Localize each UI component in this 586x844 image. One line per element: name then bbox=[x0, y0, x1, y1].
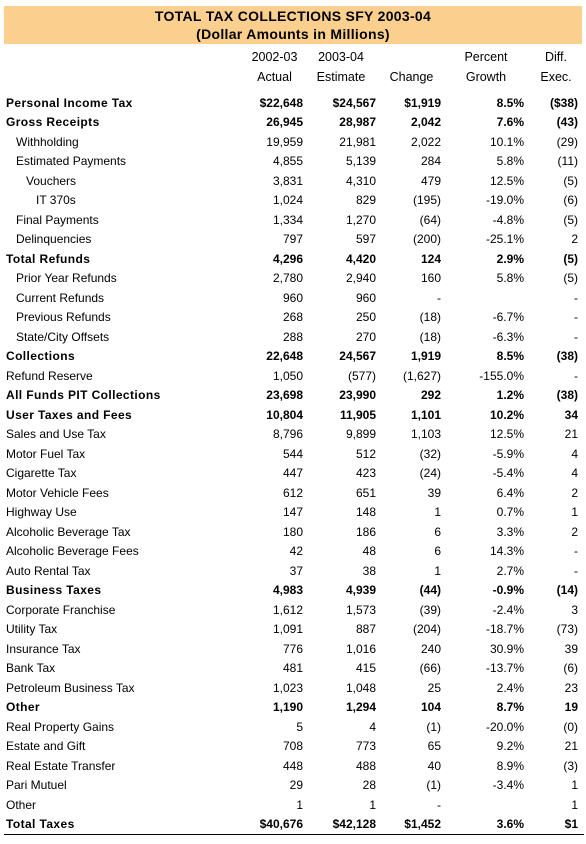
estimate-2003-04-cell: 597 bbox=[355, 232, 376, 247]
change-cell: - bbox=[437, 797, 441, 812]
estimate-2003-04-cell: 1 bbox=[369, 797, 376, 812]
row-label: Gross Receipts bbox=[6, 115, 100, 130]
change-cell: 1,101 bbox=[410, 407, 441, 422]
row-label: Delinquencies bbox=[16, 232, 92, 247]
table-row bbox=[4, 581, 584, 601]
percent-growth-cell: -6.3% bbox=[492, 329, 524, 344]
diff-exec-cell: 23 bbox=[564, 680, 578, 695]
row-label: Estimated Payments bbox=[16, 154, 127, 169]
table-row bbox=[4, 561, 584, 581]
change-cell: 124 bbox=[420, 251, 441, 266]
row-label: Corporate Franchise bbox=[6, 602, 116, 617]
actual-2002-03-cell: $40,676 bbox=[246, 815, 303, 835]
actual-2002-03-cell: 960 bbox=[282, 290, 303, 305]
header-cell bbox=[379, 45, 444, 64]
table-row bbox=[4, 659, 584, 679]
estimate-2003-04-cell: 423 bbox=[355, 466, 376, 481]
row-label: Vouchers bbox=[26, 173, 77, 188]
table-row bbox=[4, 795, 584, 815]
row-label: State/City Offsets bbox=[16, 329, 110, 344]
table-row bbox=[4, 249, 584, 269]
table-body bbox=[4, 93, 584, 835]
diff-exec-cell: 1 bbox=[571, 505, 578, 520]
row-label: Motor Vehicle Fees bbox=[6, 485, 109, 500]
change-cell: (66) bbox=[419, 661, 441, 676]
table-row bbox=[4, 444, 584, 464]
header-row-2 bbox=[4, 64, 584, 84]
row-label: Withholding bbox=[16, 134, 79, 149]
percent-growth-cell: 3.3% bbox=[496, 524, 524, 539]
percent-growth-cell: -13.7% bbox=[485, 661, 524, 676]
estimate-2003-04-cell: 2,940 bbox=[345, 271, 376, 286]
row-label: Estate and Gift bbox=[6, 739, 86, 754]
estimate-2003-04-cell: 186 bbox=[355, 524, 376, 539]
percent-growth-cell: -155.0% bbox=[479, 368, 524, 383]
percent-growth-cell: 0.7% bbox=[496, 505, 524, 520]
table-row bbox=[4, 639, 584, 659]
estimate-2003-04-cell: 4,310 bbox=[345, 173, 376, 188]
diff-exec-cell: 1 bbox=[571, 778, 578, 793]
actual-2002-03-cell: 447 bbox=[282, 466, 303, 481]
actual-2002-03-cell: 180 bbox=[282, 524, 303, 539]
table-row bbox=[4, 347, 584, 367]
percent-growth-cell: 6.4% bbox=[496, 485, 524, 500]
row-label: Previous Refunds bbox=[16, 310, 111, 325]
diff-exec-cell: (6) bbox=[563, 193, 578, 208]
diff-exec-cell: 2 bbox=[571, 485, 578, 500]
diff-exec-cell: 3 bbox=[571, 602, 578, 617]
percent-growth-cell: -18.7% bbox=[485, 622, 524, 637]
table-row bbox=[4, 522, 584, 542]
diff-exec-cell: $1 bbox=[528, 815, 584, 835]
percent-growth-cell: 8.5% bbox=[496, 95, 524, 110]
diff-exec-cell: (3) bbox=[563, 758, 578, 773]
estimate-2003-04-cell: 23,990 bbox=[339, 388, 376, 403]
diff-exec-cell: (38) bbox=[556, 349, 578, 364]
percent-growth-cell: 30.9% bbox=[489, 641, 524, 656]
actual-2002-03-cell: 708 bbox=[282, 739, 303, 754]
diff-exec-cell: (5) bbox=[563, 173, 578, 188]
row-label: Utility Tax bbox=[6, 622, 58, 637]
actual-2002-03-cell: 4,983 bbox=[272, 583, 303, 598]
row-label: Other bbox=[6, 700, 41, 715]
diff-exec-cell: 2 bbox=[571, 232, 578, 247]
actual-2002-03-cell: 288 bbox=[282, 329, 303, 344]
tax-collections-table bbox=[4, 45, 584, 835]
percent-growth-cell: -20.0% bbox=[485, 719, 524, 734]
estimate-2003-04-cell: 24,567 bbox=[339, 349, 376, 364]
percent-growth-cell: 8.9% bbox=[496, 758, 524, 773]
row-label: Real Estate Transfer bbox=[6, 758, 116, 773]
change-cell: (195) bbox=[412, 193, 441, 208]
header-spacer bbox=[4, 84, 584, 93]
diff-exec-cell: - bbox=[574, 563, 578, 578]
estimate-2003-04-cell: 9,899 bbox=[345, 427, 376, 442]
table-row bbox=[4, 308, 584, 328]
diff-exec-cell: - bbox=[574, 368, 578, 383]
percent-growth-cell: 12.5% bbox=[489, 427, 524, 442]
change-cell: $1,452 bbox=[379, 815, 444, 835]
actual-2002-03-cell: 1,091 bbox=[272, 622, 303, 637]
row-label: User Taxes and Fees bbox=[6, 407, 133, 422]
table-title: TOTAL TAX COLLECTIONS SFY 2003-04 bbox=[154, 8, 432, 24]
diff-exec-cell: 19 bbox=[564, 700, 578, 715]
table-row bbox=[4, 717, 584, 737]
actual-2002-03-cell: 1 bbox=[296, 797, 303, 812]
estimate-2003-04-cell: (577) bbox=[347, 368, 376, 383]
diff-exec-cell: (6) bbox=[563, 661, 578, 676]
diff-exec-cell: 21 bbox=[564, 739, 578, 754]
actual-2002-03-cell: 29 bbox=[289, 778, 303, 793]
change-cell: 1,103 bbox=[410, 427, 441, 442]
diff-exec-cell: (5) bbox=[563, 271, 578, 286]
diff-exec-cell: (38) bbox=[556, 388, 578, 403]
row-label: Refund Reserve bbox=[6, 368, 93, 383]
actual-2002-03-cell: 268 bbox=[282, 310, 303, 325]
estimate-2003-04-cell: 11,905 bbox=[339, 407, 376, 422]
estimate-2003-04-cell: 28 bbox=[362, 778, 376, 793]
row-label: Petroleum Business Tax bbox=[6, 680, 135, 695]
table-row bbox=[4, 483, 584, 503]
table-row bbox=[4, 464, 584, 484]
table-row bbox=[4, 327, 584, 347]
actual-2002-03-cell: 612 bbox=[282, 485, 303, 500]
header-cell bbox=[4, 64, 246, 84]
change-cell: (39) bbox=[419, 602, 441, 617]
table-row bbox=[4, 405, 584, 425]
row-label: Final Payments bbox=[16, 212, 99, 227]
header-cell: Diff. bbox=[545, 50, 567, 64]
table-row bbox=[4, 815, 584, 835]
percent-growth-cell bbox=[444, 795, 528, 815]
diff-exec-cell: (5) bbox=[563, 212, 578, 227]
percent-growth-cell: 9.2% bbox=[496, 739, 524, 754]
header-row-1 bbox=[4, 45, 584, 64]
percent-growth-cell bbox=[444, 288, 528, 308]
table-row bbox=[4, 698, 584, 718]
actual-2002-03-cell: 1,612 bbox=[272, 602, 303, 617]
estimate-2003-04-cell: 5,139 bbox=[345, 154, 376, 169]
actual-2002-03-cell: $22,648 bbox=[259, 95, 303, 110]
percent-growth-cell: -2.4% bbox=[492, 602, 524, 617]
table-row bbox=[4, 288, 584, 308]
percent-growth-cell: 5.8% bbox=[496, 271, 524, 286]
change-cell: (204) bbox=[412, 622, 441, 637]
row-label: Collections bbox=[6, 349, 76, 364]
actual-2002-03-cell: 4,855 bbox=[272, 154, 303, 169]
change-cell: 1 bbox=[434, 505, 441, 520]
table-row bbox=[4, 678, 584, 698]
change-cell: 1,919 bbox=[410, 349, 441, 364]
change-cell: 479 bbox=[420, 173, 441, 188]
change-cell: (1) bbox=[426, 778, 441, 793]
diff-exec-cell: 4 bbox=[571, 466, 578, 481]
header-cell: 2002-03 bbox=[251, 50, 298, 64]
estimate-2003-04-cell: 4,420 bbox=[345, 251, 376, 266]
estimate-2003-04-cell: 773 bbox=[355, 739, 376, 754]
percent-growth-cell: 12.5% bbox=[489, 173, 524, 188]
change-cell: 6 bbox=[434, 524, 441, 539]
estimate-2003-04-cell: 28,987 bbox=[339, 115, 376, 130]
diff-exec-cell: 39 bbox=[564, 641, 578, 656]
table-row bbox=[4, 230, 584, 250]
actual-2002-03-cell: 1,334 bbox=[272, 212, 303, 227]
actual-2002-03-cell: 19,959 bbox=[266, 134, 303, 149]
row-label: Bank Tax bbox=[6, 661, 56, 676]
actual-2002-03-cell: 10,804 bbox=[266, 407, 303, 422]
actual-2002-03-cell: 797 bbox=[282, 232, 303, 247]
diff-exec-cell: (43) bbox=[556, 115, 578, 130]
actual-2002-03-cell: 448 bbox=[282, 758, 303, 773]
percent-growth-cell: 2.9% bbox=[496, 251, 524, 266]
percent-growth-cell: -5.4% bbox=[492, 466, 524, 481]
percent-growth-cell: -0.9% bbox=[492, 583, 524, 598]
estimate-2003-04-cell: 250 bbox=[355, 310, 376, 325]
estimate-2003-04-cell: 887 bbox=[355, 622, 376, 637]
change-cell: 65 bbox=[427, 739, 441, 754]
actual-2002-03-cell: 37 bbox=[289, 563, 303, 578]
actual-2002-03-cell: 1,050 bbox=[272, 368, 303, 383]
row-label: Insurance Tax bbox=[6, 641, 81, 656]
header-cell bbox=[4, 45, 246, 64]
diff-exec-cell: - bbox=[574, 290, 578, 305]
table-row bbox=[4, 600, 584, 620]
diff-exec-cell: 2 bbox=[571, 524, 578, 539]
row-label: Sales and Use Tax bbox=[6, 427, 106, 442]
estimate-2003-04-cell: 960 bbox=[355, 290, 376, 305]
diff-exec-cell: (14) bbox=[556, 583, 578, 598]
row-label: Total Refunds bbox=[6, 251, 91, 266]
change-cell: (1,627) bbox=[402, 368, 441, 383]
change-cell: (32) bbox=[419, 446, 441, 461]
diff-exec-cell: 21 bbox=[564, 427, 578, 442]
table-row bbox=[4, 113, 584, 133]
change-cell: 2,022 bbox=[410, 134, 441, 149]
change-cell: (44) bbox=[419, 583, 441, 598]
table-title-banner bbox=[4, 6, 582, 44]
table-row bbox=[4, 366, 584, 386]
estimate-2003-04-cell: 48 bbox=[362, 544, 376, 559]
estimate-2003-04-cell: 1,016 bbox=[345, 641, 376, 656]
row-label: Personal Income Tax bbox=[6, 95, 133, 110]
percent-growth-cell: 3.6% bbox=[444, 815, 528, 835]
estimate-2003-04-cell: 512 bbox=[355, 446, 376, 461]
percent-growth-cell: -3.4% bbox=[492, 778, 524, 793]
change-cell: 240 bbox=[420, 641, 441, 656]
table-header bbox=[4, 45, 584, 93]
percent-growth-cell: 5.8% bbox=[496, 154, 524, 169]
table-row bbox=[4, 191, 584, 211]
table-row bbox=[4, 152, 584, 172]
actual-2002-03-cell: 1,023 bbox=[272, 680, 303, 695]
table-row bbox=[4, 93, 584, 113]
change-cell: (64) bbox=[419, 212, 441, 227]
row-label: Current Refunds bbox=[16, 290, 105, 305]
estimate-2003-04-cell: 651 bbox=[355, 485, 376, 500]
estimate-2003-04-cell: 1,573 bbox=[345, 602, 376, 617]
table-row bbox=[4, 737, 584, 757]
row-label: Alcoholic Beverage Tax bbox=[6, 524, 131, 539]
diff-exec-cell: - bbox=[574, 544, 578, 559]
diff-exec-cell: (29) bbox=[556, 134, 578, 149]
row-label: Real Property Gains bbox=[6, 719, 115, 734]
diff-exec-cell: ($38) bbox=[549, 95, 578, 110]
change-cell: 40 bbox=[427, 758, 441, 773]
row-label: Pari Mutuel bbox=[6, 778, 67, 793]
actual-2002-03-cell: 4,296 bbox=[272, 251, 303, 266]
estimate-2003-04-cell: 4 bbox=[369, 719, 376, 734]
estimate-2003-04-cell: 38 bbox=[362, 563, 376, 578]
row-label: All Funds PIT Collections bbox=[6, 388, 161, 403]
table-row bbox=[4, 542, 584, 562]
table-row bbox=[4, 386, 584, 406]
actual-2002-03-cell: 22,648 bbox=[266, 349, 303, 364]
percent-growth-cell: -4.8% bbox=[492, 212, 524, 227]
estimate-2003-04-cell: 4,939 bbox=[345, 583, 376, 598]
change-cell: $1,919 bbox=[404, 95, 441, 110]
row-label: Motor Fuel Tax bbox=[6, 446, 86, 461]
actual-2002-03-cell: 23,698 bbox=[266, 388, 303, 403]
header-cell: Exec. bbox=[540, 70, 572, 84]
diff-exec-cell: 1 bbox=[571, 797, 578, 812]
percent-growth-cell: 10.2% bbox=[489, 407, 524, 422]
percent-growth-cell: -19.0% bbox=[485, 193, 524, 208]
actual-2002-03-cell: 1,024 bbox=[272, 193, 303, 208]
diff-exec-cell: 34 bbox=[564, 407, 578, 422]
estimate-2003-04-cell: 488 bbox=[355, 758, 376, 773]
row-label: Prior Year Refunds bbox=[16, 271, 117, 286]
header-cell: Actual bbox=[257, 70, 292, 84]
change-cell: - bbox=[437, 290, 441, 305]
actual-2002-03-cell: 776 bbox=[282, 641, 303, 656]
actual-2002-03-cell: 2,780 bbox=[272, 271, 303, 286]
header-cell: Estimate bbox=[316, 70, 366, 84]
table-row bbox=[4, 776, 584, 796]
table-row bbox=[4, 756, 584, 776]
actual-2002-03-cell: 3,831 bbox=[272, 173, 303, 188]
actual-2002-03-cell: 42 bbox=[289, 544, 303, 559]
percent-growth-cell: 1.2% bbox=[496, 388, 524, 403]
change-cell: 160 bbox=[420, 271, 441, 286]
row-label: IT 370s bbox=[36, 193, 76, 208]
percent-growth-cell: 2.4% bbox=[496, 680, 524, 695]
percent-growth-cell: 14.3% bbox=[489, 544, 524, 559]
diff-exec-cell: (0) bbox=[563, 719, 578, 734]
header-cell: Growth bbox=[465, 70, 507, 84]
row-label: Business Taxes bbox=[6, 583, 102, 598]
actual-2002-03-cell: 147 bbox=[282, 505, 303, 520]
diff-exec-cell: - bbox=[574, 329, 578, 344]
estimate-2003-04-cell: $42,128 bbox=[303, 815, 379, 835]
change-cell: 292 bbox=[420, 388, 441, 403]
actual-2002-03-cell: 544 bbox=[282, 446, 303, 461]
change-cell: 1 bbox=[434, 563, 441, 578]
estimate-2003-04-cell: 1,048 bbox=[345, 680, 376, 695]
change-cell: 2,042 bbox=[410, 115, 441, 130]
diff-exec-cell: (5) bbox=[563, 251, 578, 266]
actual-2002-03-cell: 1,190 bbox=[272, 700, 303, 715]
actual-2002-03-cell: 481 bbox=[282, 661, 303, 676]
actual-2002-03-cell: 26,945 bbox=[266, 115, 303, 130]
change-cell: (18) bbox=[419, 310, 441, 325]
change-cell: 25 bbox=[427, 680, 441, 695]
diff-exec-cell: (11) bbox=[557, 154, 578, 169]
table-row bbox=[4, 269, 584, 289]
percent-growth-cell: 2.7% bbox=[496, 563, 524, 578]
row-label: Other bbox=[6, 797, 37, 812]
estimate-2003-04-cell: 21,981 bbox=[339, 134, 376, 149]
table-row bbox=[4, 503, 584, 523]
header-cell: Percent bbox=[464, 50, 508, 64]
percent-growth-cell: 7.6% bbox=[496, 115, 524, 130]
table-row bbox=[4, 210, 584, 230]
table-row bbox=[4, 171, 584, 191]
percent-growth-cell: -25.1% bbox=[485, 232, 524, 247]
estimate-2003-04-cell: 270 bbox=[355, 329, 376, 344]
table-row bbox=[4, 132, 584, 152]
estimate-2003-04-cell: 148 bbox=[355, 505, 376, 520]
actual-2002-03-cell: 5 bbox=[296, 719, 303, 734]
table-row bbox=[4, 425, 584, 445]
row-label: Total Taxes bbox=[4, 815, 246, 835]
diff-exec-cell: - bbox=[574, 310, 578, 325]
percent-growth-cell: -6.7% bbox=[492, 310, 524, 325]
estimate-2003-04-cell: $24,567 bbox=[332, 95, 376, 110]
diff-exec-cell: 4 bbox=[571, 446, 578, 461]
change-cell: (200) bbox=[412, 232, 441, 247]
table-subtitle: (Dollar Amounts in Millions) bbox=[196, 26, 390, 42]
actual-2002-03-cell: 8,796 bbox=[272, 427, 303, 442]
change-cell: 104 bbox=[420, 700, 441, 715]
header-cell: Change bbox=[389, 70, 434, 84]
percent-growth-cell: 8.7% bbox=[496, 700, 524, 715]
estimate-2003-04-cell: 1,270 bbox=[345, 212, 376, 227]
header-cell: 2003-04 bbox=[318, 50, 364, 64]
change-cell: (24) bbox=[419, 466, 441, 481]
percent-growth-cell: 10.1% bbox=[489, 134, 524, 149]
change-cell: 284 bbox=[420, 154, 441, 169]
diff-exec-cell: (73) bbox=[556, 622, 578, 637]
percent-growth-cell: -5.9% bbox=[492, 446, 524, 461]
estimate-2003-04-cell: 829 bbox=[355, 193, 376, 208]
estimate-2003-04-cell: 1,294 bbox=[345, 700, 376, 715]
table-row bbox=[4, 620, 584, 640]
change-cell: 6 bbox=[434, 544, 441, 559]
row-label: Highway Use bbox=[6, 505, 77, 520]
change-cell: (1) bbox=[426, 719, 441, 734]
row-label: Cigarette Tax bbox=[6, 466, 77, 481]
percent-growth-cell: 8.5% bbox=[496, 349, 524, 364]
change-cell: (18) bbox=[419, 329, 441, 344]
change-cell: 39 bbox=[427, 485, 441, 500]
row-label: Alcoholic Beverage Fees bbox=[6, 544, 139, 559]
row-label: Auto Rental Tax bbox=[6, 563, 91, 578]
estimate-2003-04-cell: 415 bbox=[355, 661, 376, 676]
